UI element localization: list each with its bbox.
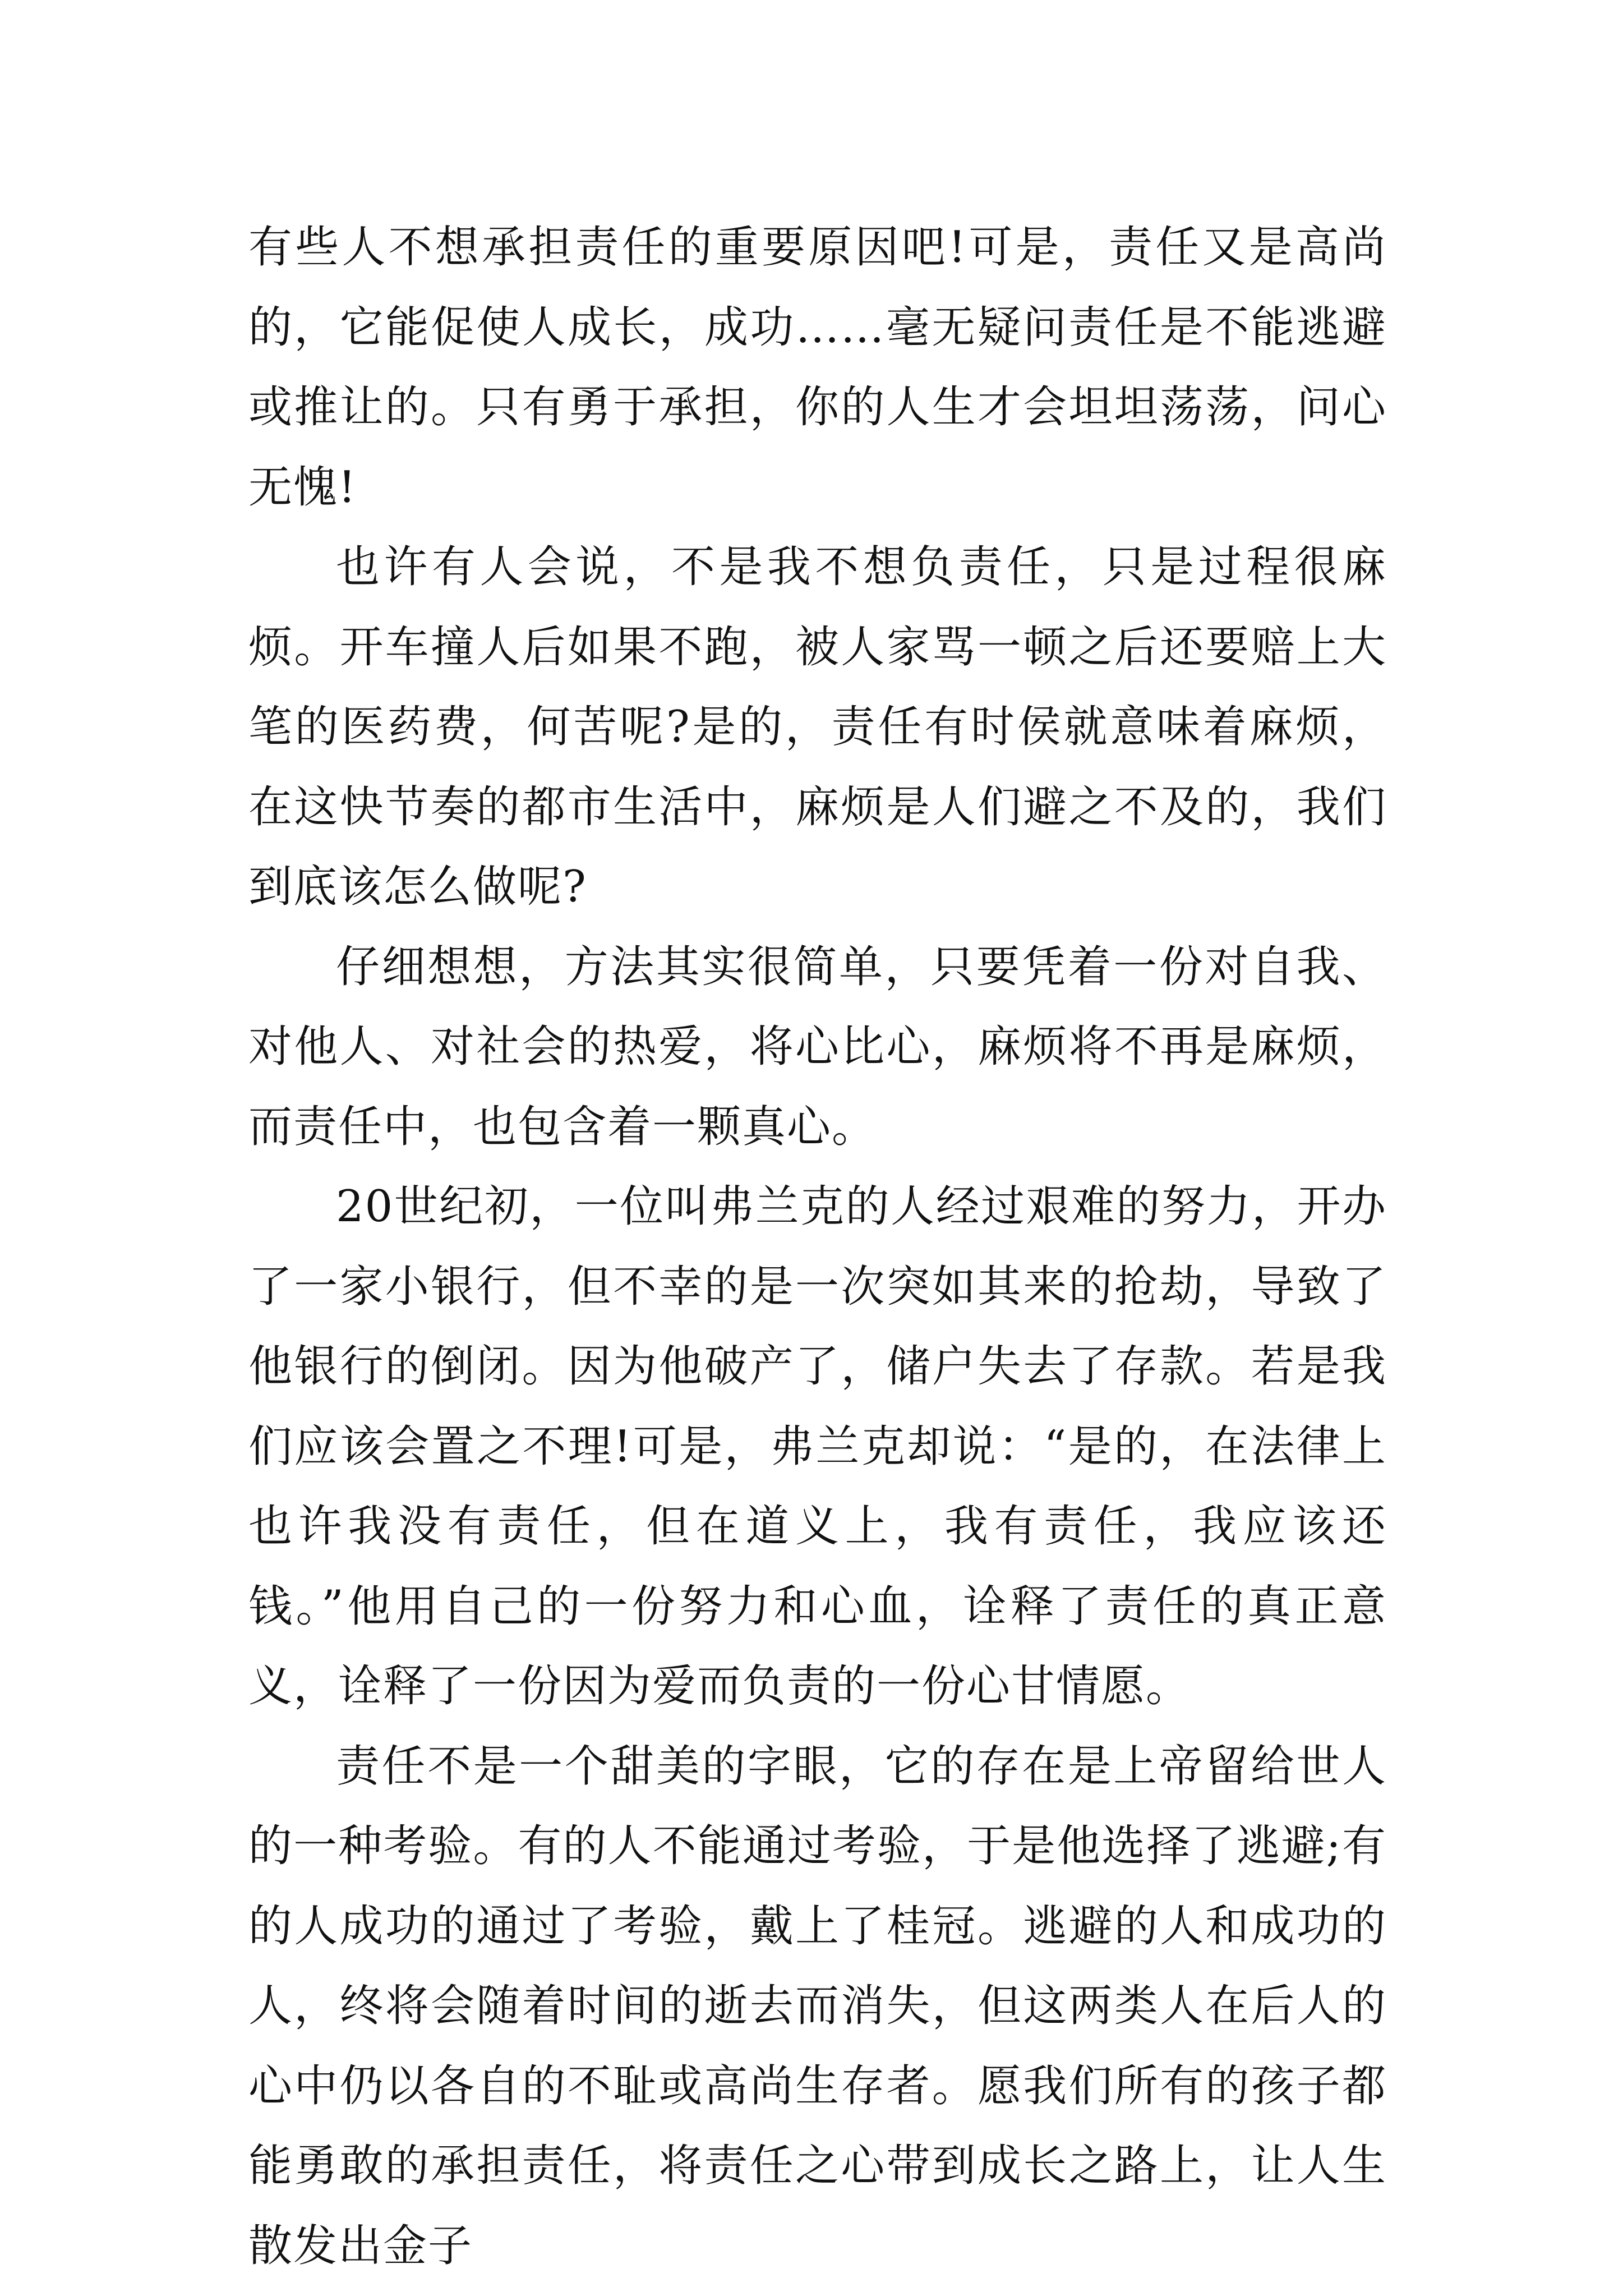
document-body: [248, 208, 1387, 2286]
paragraph-5: 责任不是一个甜美的字眼，它的存在是上帝留给世人的一种考验。有的人不能通过考验，于是他选择了逃避;有的人成功的通过了考验，戴上了桂冠。逃避的人和成功的人，终将会随着时间的逝去而消失，但这两类人在后人的心中仍以各自的不耻或高尚生存者。愿我们所有的孩子都能勇敢的承担责任，将责任之心带到成长之路上，让人生散发出金子: [248, 1741, 1387, 2271]
paragraph-4: 20世纪初，一位叫弗兰克的人经过艰难的努力，开办了一家小银行，但不幸的是一次突如其来的抢劫，导致了他银行的倒闭。因为他破产了，储户失去了存款。若是我们应该会置之不理!可是，弗兰克却说：“是的，在法律上也许我没有责任，但在道义上，我有责任，我应该还钱。”他用自己的一份努力和心血，诠释了责任的真正意义，诠释了一份因为爱而负责的一份心甘情愿。: [248, 1181, 1387, 1711]
paragraph-3: 仔细想想，方法其实很简单，只要凭着一份对自我、对他人、对社会的热爱，将心比心，麻烦将不再是麻烦，而责任中，也包含着一颗真心。: [248, 941, 1387, 1152]
paragraph-1: 有些人不想承担责任的重要原因吧!可是，责任又是高尚的，它能促使人成长，成功……毫无疑问责任是不能逃避或推让的。只有勇于承担，你的人生才会坦坦荡荡，问心无愧!: [248, 222, 1387, 513]
paragraph-2: 也许有人会说，不是我不想负责任，只是过程很麻烦。开车撞人后如果不跑，被人家骂一顿之后还要赔上大笔的医药费，何苦呢?是的，责任有时侯就意味着麻烦，在这快节奏的都市生活中，麻烦是人们避之不及的，我们到底该怎么做呢?: [248, 542, 1387, 912]
